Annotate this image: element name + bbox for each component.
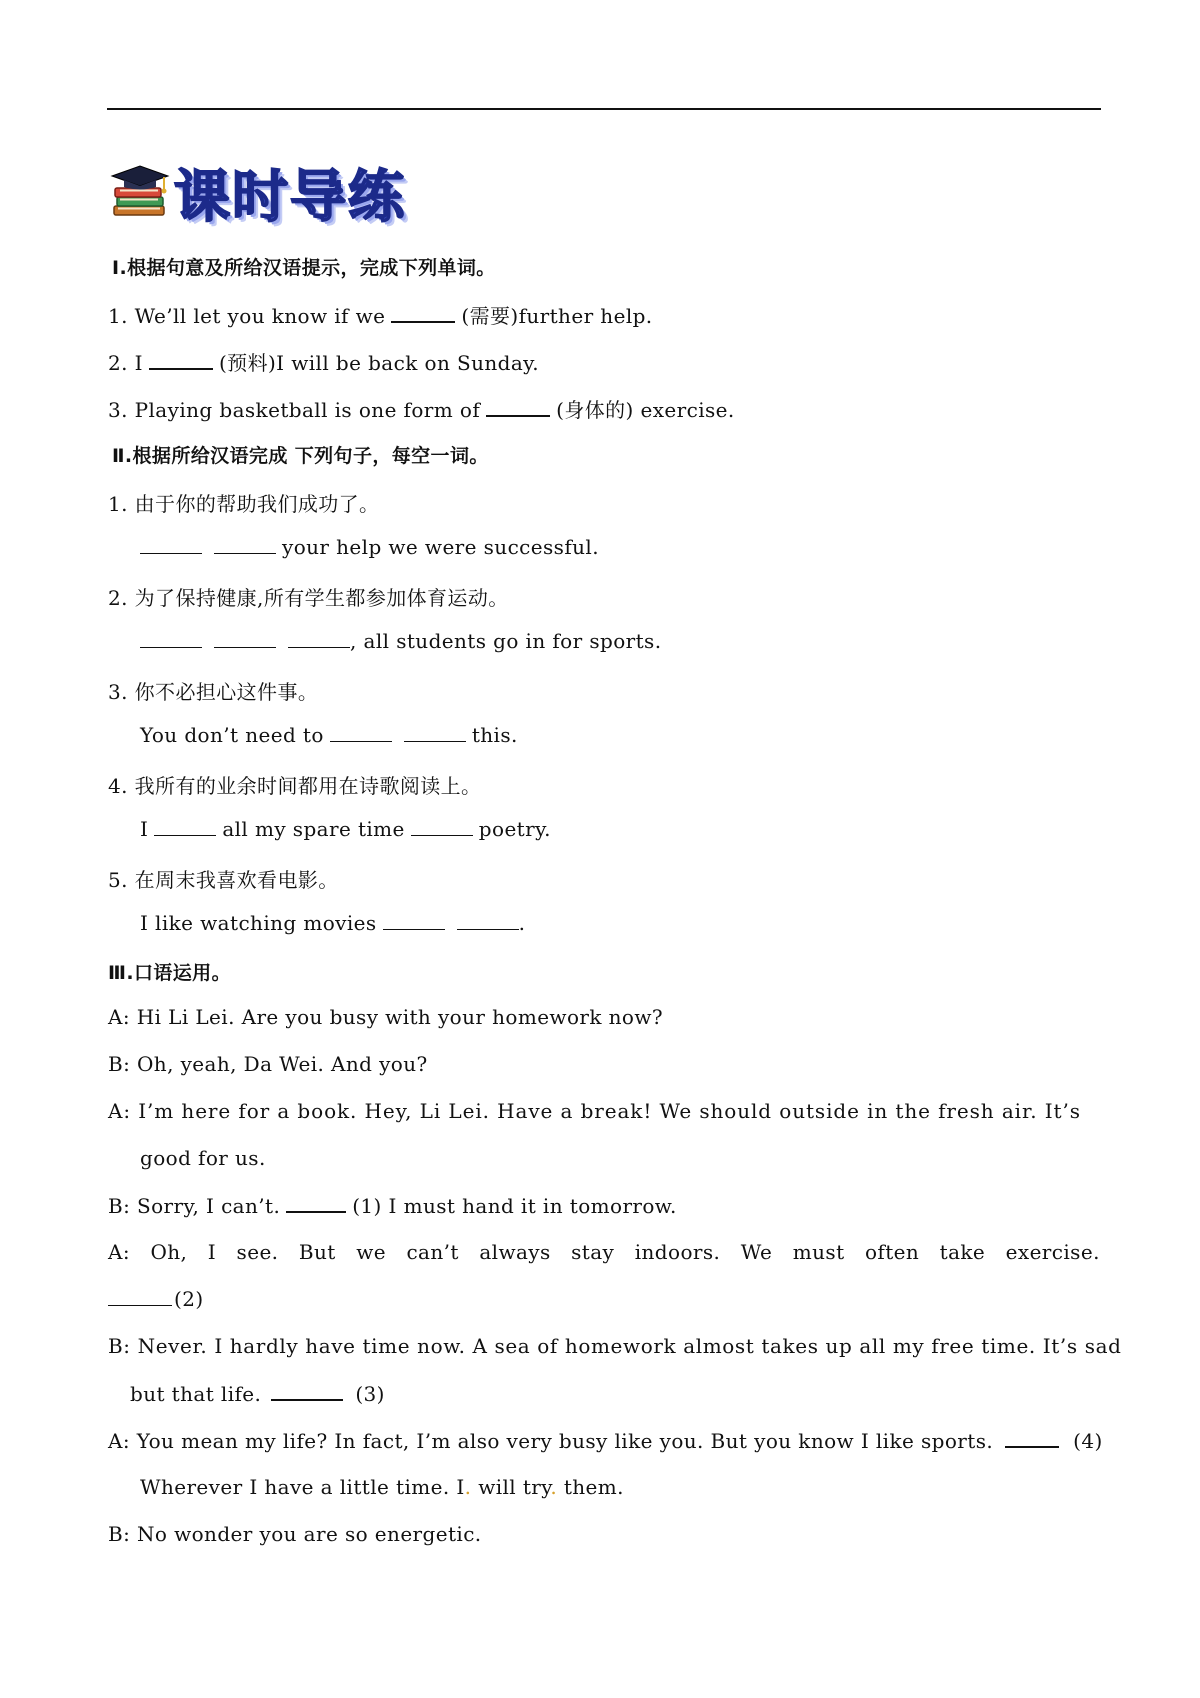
answer-blank[interactable] — [149, 350, 213, 370]
list-item-answer: I all my spare time poetry. — [140, 817, 551, 841]
list-item-answer: your help we were successful. — [140, 535, 599, 559]
dialogue-line: good for us. — [140, 1146, 266, 1170]
answer-blank[interactable] — [457, 911, 519, 930]
answer-blank[interactable] — [411, 817, 473, 836]
dialogue-line: A: You mean my life? In fact, I’m also very busy like you. But you know I like sports. (4) — [108, 1429, 1103, 1453]
lesson-banner — [108, 158, 406, 228]
answer-blank[interactable] — [154, 817, 216, 836]
answer-blank[interactable] — [214, 629, 276, 648]
list-item: 1. 由于你的帮助我们成功了。 — [108, 492, 380, 516]
answer-blank[interactable] — [486, 397, 550, 417]
answer-blank[interactable] — [330, 723, 392, 742]
answer-blank[interactable] — [140, 535, 202, 554]
section3-heading: Ⅲ.口语运用。 — [108, 962, 231, 984]
highlight-mark: . — [464, 1475, 472, 1499]
answer-blank[interactable] — [214, 535, 276, 554]
list-item-answer: I like watching movies . — [140, 911, 526, 935]
header-rule — [107, 108, 1101, 110]
banner-title: 课时导练 — [174, 165, 406, 230]
section1-heading: Ⅰ.根据句意及所给汉语提示，完成下列单词。 — [112, 257, 496, 279]
dialogue-line: A: Oh, I see. But we can’t always stay indoors. We must often take exercise. — [108, 1240, 1100, 1264]
list-item: 2. I (预料)I will be back on Sunday. — [108, 351, 539, 375]
list-item: 5. 在周末我喜欢看电影。 — [108, 868, 339, 892]
answer-blank[interactable] — [1005, 1428, 1059, 1448]
dialogue-line: B: No wonder you are so energetic. — [108, 1522, 482, 1546]
books-graduation-cap-icon — [108, 162, 170, 224]
list-item-answer: , all students go in for sports. — [140, 629, 661, 653]
dialogue-line: Wherever I have a little time. I. will try. them. — [140, 1475, 624, 1499]
answer-blank[interactable] — [288, 629, 350, 648]
answer-blank[interactable] — [108, 1287, 172, 1306]
answer-blank[interactable] — [286, 1193, 346, 1213]
section2-heading: Ⅱ.根据所给汉语完成 下列句子，每空一词。 — [112, 445, 489, 467]
list-item: 3. Playing basketball is one form of (身体的) exercise. — [108, 398, 735, 422]
list-item-answer: You don’t need to this. — [140, 723, 518, 747]
list-item: 1. We’ll let you know if we (需要)further help. — [108, 304, 653, 328]
answer-blank[interactable] — [391, 303, 455, 323]
answer-blank[interactable] — [404, 723, 466, 742]
highlight-mark: . — [550, 1475, 558, 1499]
dialogue-line: B: Sorry, I can’t. (1) I must hand it in tomorrow. — [108, 1194, 677, 1218]
answer-blank[interactable] — [140, 629, 202, 648]
dialogue-line: A: Hi Li Lei. Are you busy with your homework now? — [108, 1005, 663, 1029]
list-item: 3. 你不必担心这件事。 — [108, 680, 319, 704]
dialogue-line: (2) — [108, 1287, 204, 1311]
dialogue-line: but that life. (3) — [130, 1382, 385, 1406]
dialogue-line: B: Never. I hardly have time now. A sea of homework almost takes up all my free time. It’s sad — [108, 1334, 1122, 1358]
list-item: 2. 为了保持健康,所有学生都参加体育运动。 — [108, 586, 509, 610]
dialogue-line: B: Oh, yeah, Da Wei. And you? — [108, 1052, 428, 1076]
answer-blank[interactable] — [383, 911, 445, 930]
answer-blank[interactable] — [271, 1381, 343, 1401]
list-item: 4. 我所有的业余时间都用在诗歌阅读上。 — [108, 774, 482, 798]
dialogue-line: A: I’m here for a book. Hey, Li Lei. Have a break! We should outside in the fresh air. It’s — [108, 1099, 1081, 1123]
